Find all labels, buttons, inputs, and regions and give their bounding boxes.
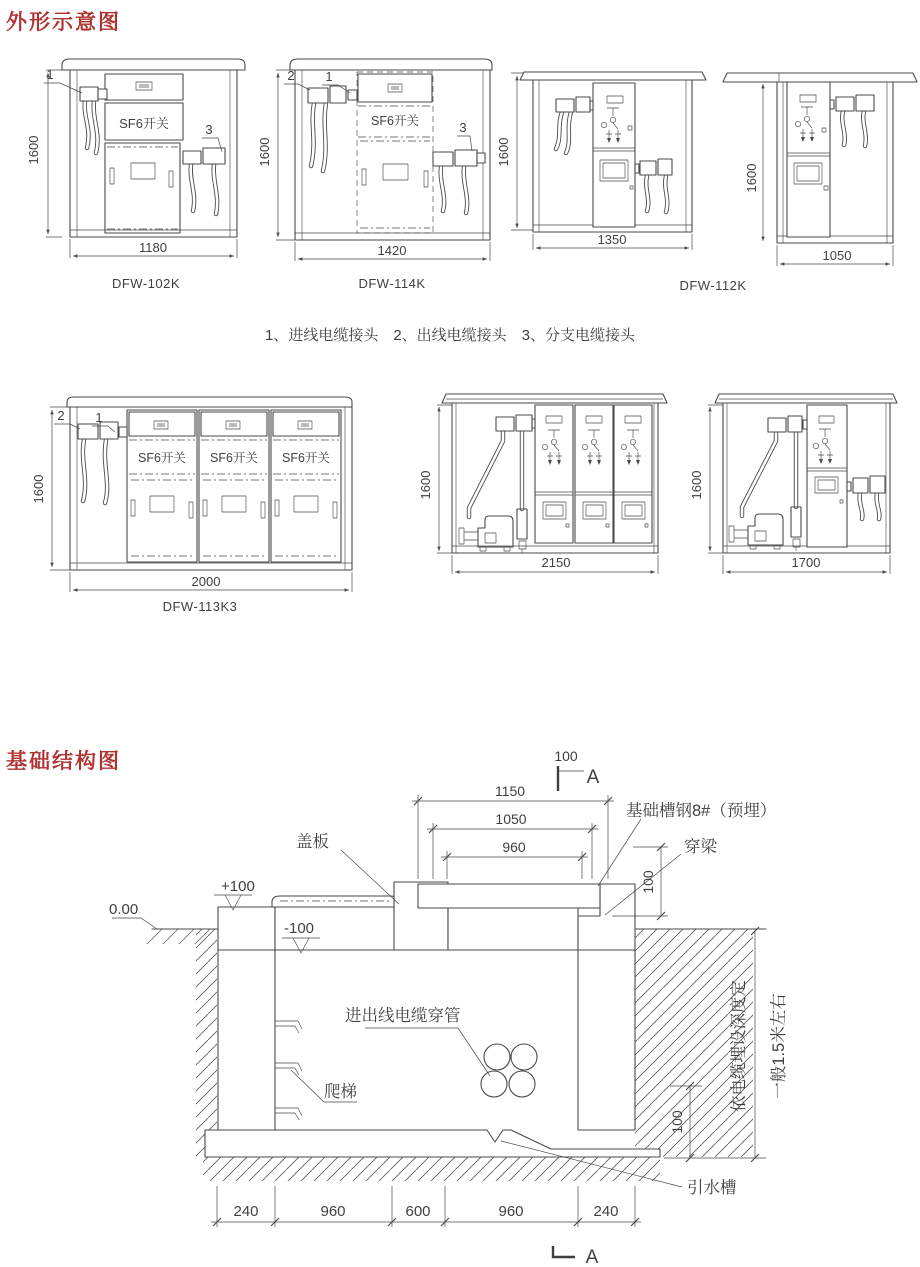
section-cut-mark-bottom [553, 1246, 575, 1257]
height-dim-label: 1600 [257, 137, 272, 167]
depth-value-label: 一般1.5米左右 [770, 993, 788, 1099]
section-offset-label: 100 [554, 748, 578, 764]
cable-marker-3: 3 [459, 120, 467, 135]
cabinet-roof [520, 72, 706, 80]
cabinet-dfw-114k-drawing [257, 59, 492, 291]
cabinet-door [105, 143, 180, 233]
cable-connector [836, 97, 854, 111]
cabinet-roof [723, 73, 917, 82]
dim-960-left-label: 960 [320, 1203, 346, 1220]
switch-compartment-1 [127, 410, 197, 562]
width-dim-label: 2150 [541, 555, 571, 570]
earth-hatch-left [196, 929, 217, 1157]
dim-960-label: 960 [502, 839, 526, 855]
brick-wall-right [578, 950, 635, 1130]
height-dim-label: 1600 [31, 474, 46, 504]
cable-marker-1: 1 [325, 69, 333, 84]
cabinet-internal-side-drawing [689, 394, 897, 574]
height-dim-label: 1600 [418, 470, 433, 500]
width-dim-label: 1050 [822, 248, 852, 263]
cable-conduit-pipe [481, 1071, 507, 1097]
level-plus100-label: +100 [221, 878, 255, 895]
width-dim-label: 1350 [597, 232, 627, 247]
outline-section-title: 外形示意图 [6, 11, 121, 34]
height-dim-label: 1600 [26, 135, 41, 165]
cover-plate-label: 盖板 [296, 833, 329, 851]
cable-connector [640, 161, 656, 175]
incoming-cable-connector [80, 87, 98, 101]
model-label: DFW-102K [111, 276, 181, 291]
cover-slab-right [448, 904, 578, 950]
dim-240-right-label: 240 [593, 1203, 619, 1220]
sf6-switch-label: SF6开关 [138, 451, 186, 465]
level-minus100-label: -100 [284, 920, 315, 937]
ladder-label: 爬梯 [324, 1083, 357, 1101]
cabinet-roof [715, 394, 897, 403]
width-dim-label: 1420 [377, 243, 407, 258]
switch-compartment-3 [271, 410, 341, 562]
cabinet-dfw-113k3-drawing [31, 397, 352, 614]
cabinet-dfw-112k-front-drawing [496, 72, 706, 250]
ladder-rung [275, 1108, 302, 1120]
cable-conduit-pipe [484, 1044, 510, 1070]
pit-floor [205, 1130, 660, 1157]
cabinet-roof [62, 59, 245, 70]
cabinet-roof [442, 394, 667, 403]
width-dim-label: 1180 [139, 240, 167, 255]
dim-600-label: 600 [405, 1203, 431, 1220]
width-dim-label: 1700 [791, 555, 821, 570]
cabinet-dfw-112k-side-drawing [679, 73, 917, 293]
cabinet-roof [67, 397, 352, 407]
section-letter-top: A [586, 767, 600, 788]
dim-240-left-label: 240 [233, 1203, 259, 1220]
section-letter-bottom: A [585, 1247, 599, 1267]
cabinet-113k3-internal-drawing [418, 394, 667, 574]
sf6-switch-label: SF6开关 [119, 116, 169, 131]
switch-panel-2 [575, 405, 613, 543]
cabinet-dfw-102k-drawing [26, 59, 245, 291]
switch-panel [807, 405, 847, 547]
cable-marker-1: 1 [46, 67, 54, 82]
height-dim-label: 1600 [496, 137, 511, 167]
switch-panel [593, 83, 635, 227]
cable-conduit-pipe [511, 1044, 537, 1070]
cable-joint [791, 507, 801, 537]
cable-connector [556, 99, 574, 112]
height-dim-label: 1600 [689, 470, 704, 500]
sf6-switch-label: SF6开关 [210, 451, 258, 465]
switch-panel-1 [535, 405, 573, 543]
foundation-section [6, 748, 788, 1267]
ladder-rung [275, 1063, 302, 1075]
floor-thickness-dim-label: 100 [669, 1110, 685, 1134]
cabinet-roof [290, 59, 492, 70]
branch-cable-connector [433, 152, 453, 166]
cable-marker-2: 2 [57, 408, 65, 423]
outline-section [6, 10, 917, 614]
model-label: DFW-114K [358, 276, 426, 291]
model-label: DFW-113K3 [162, 599, 238, 614]
cable-connector [853, 478, 868, 493]
switch-compartment-2 [199, 410, 269, 562]
cable-marker-1: 1 [95, 410, 103, 425]
width-dim-label: 2000 [191, 574, 221, 589]
cable-marker-2: 2 [287, 68, 295, 83]
cable-joint [517, 509, 527, 539]
channel-steel-label: 基础槽钢8#（预埋） [626, 802, 777, 820]
depth-rule-label: 依电缆埋设深度定 [730, 980, 748, 1112]
level-zero-label: 0.00 [109, 901, 139, 918]
switch-panel-3 [614, 405, 652, 543]
cover-plate [272, 896, 398, 907]
model-label: DFW-112K [679, 278, 747, 293]
cable-connector [768, 418, 786, 432]
dim-1050-label: 1050 [495, 811, 527, 827]
foundation-beam [418, 884, 600, 908]
branch-cable-connector [183, 151, 201, 164]
cross-beam-label: 穿梁 [684, 838, 717, 856]
ladder-rung [275, 1021, 302, 1033]
dim-1150-label: 1150 [494, 783, 526, 799]
conduit-label: 进出线电缆穿管 [345, 1007, 461, 1025]
sf6-switch-label: SF6开关 [371, 114, 419, 128]
cable-connector [496, 417, 514, 431]
earth-hatch-bottom [203, 1157, 660, 1181]
switch-panel [787, 82, 830, 237]
cable-conduit-pipe [509, 1071, 535, 1097]
sf6-switch-label: SF6开关 [282, 451, 330, 465]
dim-960-right-label: 960 [498, 1203, 524, 1220]
concrete-cap-left [218, 907, 275, 950]
cable-marker-3: 3 [205, 122, 213, 137]
beam-height-dim-label: 100 [640, 870, 656, 894]
foundation-section-title: 基础结构图 [6, 750, 121, 773]
outgoing-cable-connector [308, 88, 328, 103]
brick-wall-left [218, 950, 275, 1130]
operating-mechanism [729, 514, 783, 549]
legend-caption: 1、进线电缆接头 2、出线电缆接头 3、分支电缆接头 [264, 327, 636, 344]
incoming-cable-connector [100, 422, 118, 439]
drain-label: 引水槽 [687, 1179, 737, 1197]
height-dim-label: 1600 [744, 163, 759, 193]
